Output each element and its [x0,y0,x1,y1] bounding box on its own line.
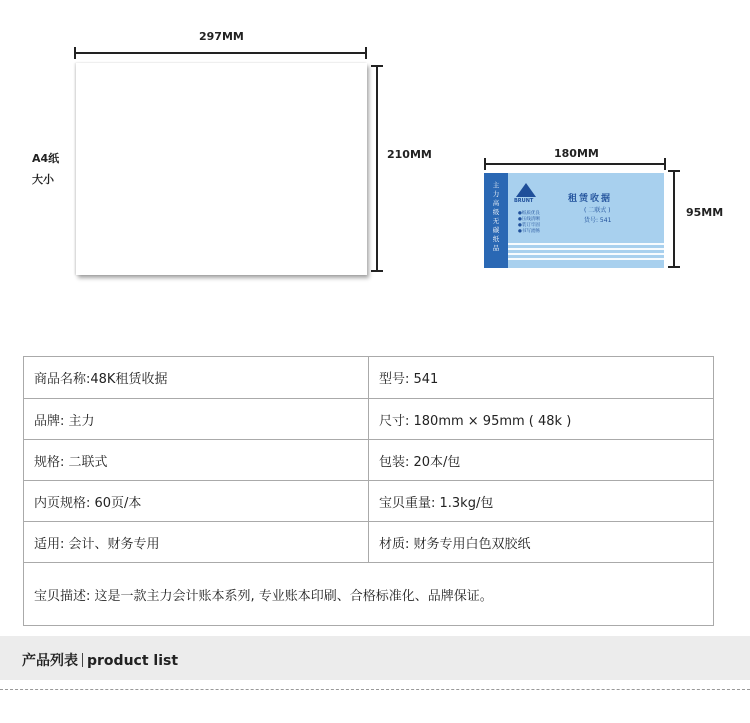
book-spine [484,173,508,268]
spec-description: 宝贝描述: 这是一款主力会计账本系列, 专业账本印刷、合格标准化、品牌保证。 [24,563,714,626]
book-height-label: 95MM [686,206,724,219]
book-model: 货号: 541 [584,217,612,224]
receipt-book-image [484,173,664,268]
book-bullet: ●压线清晰 [518,217,540,222]
section-title-cn: 产品列表 [22,653,78,669]
section-title-en: product list [87,653,179,669]
book-bullet: ●纸质优良 [518,211,540,216]
table-row [24,522,714,563]
a4-width-label: 297MM [199,30,244,43]
book-width-dimension-line [484,163,666,165]
section-title [22,650,178,670]
book-spine-text: 主力高级无碳纸品 [492,181,500,252]
book-bullet: ●书写流畅 [518,229,540,234]
spec-weight: 宝贝重量: 1.3kg/包 [369,481,714,522]
spec-product-name: 商品名称:48K租赁收据 [24,357,369,399]
table-row [24,481,714,522]
table-row [24,357,714,399]
a4-width-dimension-line [74,52,367,54]
book-stripe [508,258,664,260]
book-bullet: ●装订牢固 [518,223,540,228]
table-row [24,399,714,440]
book-bullets [518,211,540,235]
spec-inner-pages: 内页规格: 60页/本 [24,481,369,522]
a4-label-line-2: 大小 [32,173,54,186]
section-separator [82,653,83,667]
spec-brand: 品牌: 主力 [24,399,369,440]
dashed-divider [0,689,750,690]
a4-height-dimension-line [376,65,378,272]
book-stripe [508,243,664,245]
book-height-dimension-line [673,170,675,268]
a4-height-label: 210MM [387,148,432,161]
spec-model: 型号: 541 [369,357,714,399]
spec-size: 尺寸: 180mm × 95mm ( 48k ) [369,399,714,440]
spec-table [23,356,714,626]
book-stripe [508,253,664,255]
book-subtitle: ( 二联式 ) [584,207,611,214]
table-row [24,440,714,481]
spec-format: 规格: 二联式 [24,440,369,481]
spec-material: 材质: 财务专用白色双胶纸 [369,522,714,563]
book-brand: BRUNT [514,198,534,204]
book-width-label: 180MM [554,147,599,160]
product-list-header [0,636,750,680]
table-row [24,563,714,626]
a4-paper [76,63,367,275]
spec-usage: 适用: 会计、财务专用 [24,522,369,563]
spec-packaging: 包装: 20本/包 [369,440,714,481]
book-title: 租赁收据 [568,194,613,204]
a4-paper-label [32,148,59,190]
book-stripe [508,248,664,250]
a4-label-line-1: A4纸 [32,152,60,165]
book-stripes [508,243,664,263]
brunt-logo-icon [516,183,536,197]
